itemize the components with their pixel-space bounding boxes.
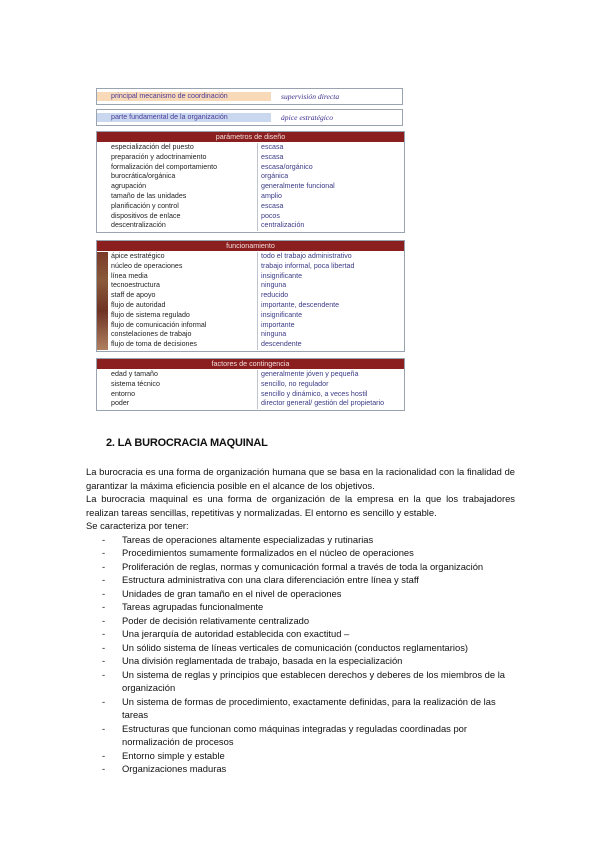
- row-value: pocos: [261, 211, 280, 220]
- row-value: importante, descendente: [261, 300, 340, 309]
- list-item: - Estructuras que funcionan como máquinas integradas y reguladas coordinadas por normalización de procesos: [86, 722, 515, 749]
- list-item: - Tareas agrupadas funcionalmente: [86, 600, 515, 614]
- row-label: principal mecanismo de coordinación: [97, 92, 271, 102]
- row-value: escasa: [261, 201, 284, 210]
- row-value: escasa/orgánico: [261, 162, 313, 171]
- row-label: flujo de sistema regulado: [111, 310, 190, 319]
- row-value: escasa: [261, 143, 284, 151]
- section-contingency: [96, 358, 405, 411]
- key-part-row: [96, 109, 403, 126]
- list-item: - Entorno simple y estable: [86, 749, 515, 763]
- row-label: staff de apoyo: [111, 291, 156, 300]
- section-design-parameters: [96, 131, 405, 233]
- row-label: tamaño de las unidades: [111, 191, 187, 200]
- list-item: - Un sistema de reglas y principios que establecen derechos y deberes de los miembros de la organización: [86, 668, 515, 695]
- row-label: tecnoestructura: [111, 281, 160, 290]
- paragraph: La burocracia maquinal es una forma de organización de la empresa en la que los trabajadores realizan tareas sencillas, repetitivas y normalizadas. El entorno es sencillo y estable.: [86, 493, 515, 518]
- list-item: - Un sólido sistema de líneas verticales de comunicación (conductos reglamentarios): [86, 641, 515, 655]
- list-item: - Poder de decisión relativamente centralizado: [86, 614, 515, 628]
- paragraph: La burocracia es una forma de organización humana que se basa en la racionalidad con la finalidad de garantizar la máxima eficiencia posible en el alcance de los objetivos.: [86, 466, 515, 491]
- list-item: - Un sistema de formas de procedimiento, exactamente definidas, para la realización de las tareas: [86, 695, 515, 722]
- row-value: centralización: [261, 221, 305, 230]
- row-value: importante: [261, 320, 295, 329]
- row-value: ninguna: [261, 330, 287, 339]
- parameter-labels: [97, 143, 257, 231]
- row-label: flujo de toma de decisiones: [111, 340, 197, 349]
- row-value: ápice estratégico: [281, 112, 334, 122]
- row-value: amplio: [261, 191, 282, 200]
- row-label: entorno: [111, 389, 136, 398]
- contingency-labels: [97, 370, 257, 409]
- coordination-mechanism-row: [96, 88, 403, 105]
- row-value: insignificante: [261, 271, 303, 280]
- row-label: flujo de autoridad: [111, 300, 166, 309]
- row-value: sencillo y dinámico, a veces hostil: [261, 389, 368, 398]
- row-value: generalmente jóven y pequeña: [261, 370, 359, 378]
- row-value: orgánica: [261, 172, 289, 181]
- row-label: planificación y control: [111, 201, 179, 210]
- row-value: todo el trabajo administrativo: [261, 252, 352, 260]
- list-item: - Una jerarquía de autoridad establecida con exactitud –: [86, 627, 515, 641]
- row-label: edad y tamaño: [111, 370, 158, 378]
- row-label: flujo de comunicación informal: [111, 320, 207, 329]
- row-value: director general/ gestión del propietario: [261, 399, 385, 408]
- functioning-labels: [97, 252, 257, 350]
- row-value: descendente: [261, 340, 302, 349]
- row-value: reducido: [261, 291, 289, 300]
- row-label: poder: [111, 399, 130, 408]
- section-functioning: [96, 240, 405, 352]
- row-label: sistema técnico: [111, 379, 160, 388]
- row-label: constelaciones de trabajo: [111, 330, 192, 339]
- row-value: escasa: [261, 152, 284, 161]
- contingency-values: [257, 370, 404, 409]
- row-value: ninguna: [261, 281, 287, 290]
- row-value: trabajo informal, poca libertad: [261, 261, 355, 270]
- body-text: [86, 465, 515, 776]
- list-item: - Organizaciones maduras: [86, 762, 515, 776]
- functioning-values: [257, 252, 404, 350]
- row-label: dispositivos de enlace: [111, 211, 181, 220]
- parameter-values: [257, 143, 404, 231]
- row-label: ápice estratégico: [111, 252, 165, 260]
- section-heading: 2. LA BUROCRACIA MAQUINAL: [106, 437, 268, 449]
- list-item: - Una división reglamentada de trabajo, basada en la especialización: [86, 654, 515, 668]
- row-label: especialización del puesto: [111, 143, 194, 151]
- row-value: insignificante: [261, 310, 303, 319]
- row-label: burocrática/orgánica: [111, 172, 176, 181]
- list-item: - Unidades de gran tamaño en el nivel de operaciones: [86, 587, 515, 601]
- row-label: núcleo de operaciones: [111, 261, 183, 270]
- paragraph: Se caracteriza por tener:: [86, 520, 189, 531]
- section-title: factores de contingencia: [97, 359, 404, 369]
- characteristics-list: [86, 533, 515, 776]
- list-item: - Procedimientos sumamente formalizados en el núcleo de operaciones: [86, 546, 515, 560]
- row-value: sencillo, no regulador: [261, 379, 329, 388]
- row-label: línea media: [111, 271, 148, 280]
- row-value: generalmente funcional: [261, 182, 335, 191]
- row-label: descentralización: [111, 221, 166, 230]
- row-label: parte fundamental de la organización: [97, 113, 271, 123]
- list-item: - Proliferación de reglas, normas y comunicación formal a través de toda la organización: [86, 560, 515, 574]
- design-table-header: [96, 88, 403, 126]
- section-title: parámetros de diseño: [97, 132, 404, 142]
- row-value: supervisión directa: [281, 91, 340, 101]
- row-label: agrupación: [111, 182, 147, 191]
- row-label: formalización del comportamiento: [111, 162, 218, 171]
- section-title: funcionamiento: [97, 241, 404, 251]
- list-item: - Tareas de operaciones altamente especializadas y rutinarias: [86, 533, 515, 547]
- row-label: preparación y adoctrinamiento: [111, 152, 207, 161]
- list-item: - Estructura administrativa con una clara diferenciación entre línea y staff: [86, 573, 515, 587]
